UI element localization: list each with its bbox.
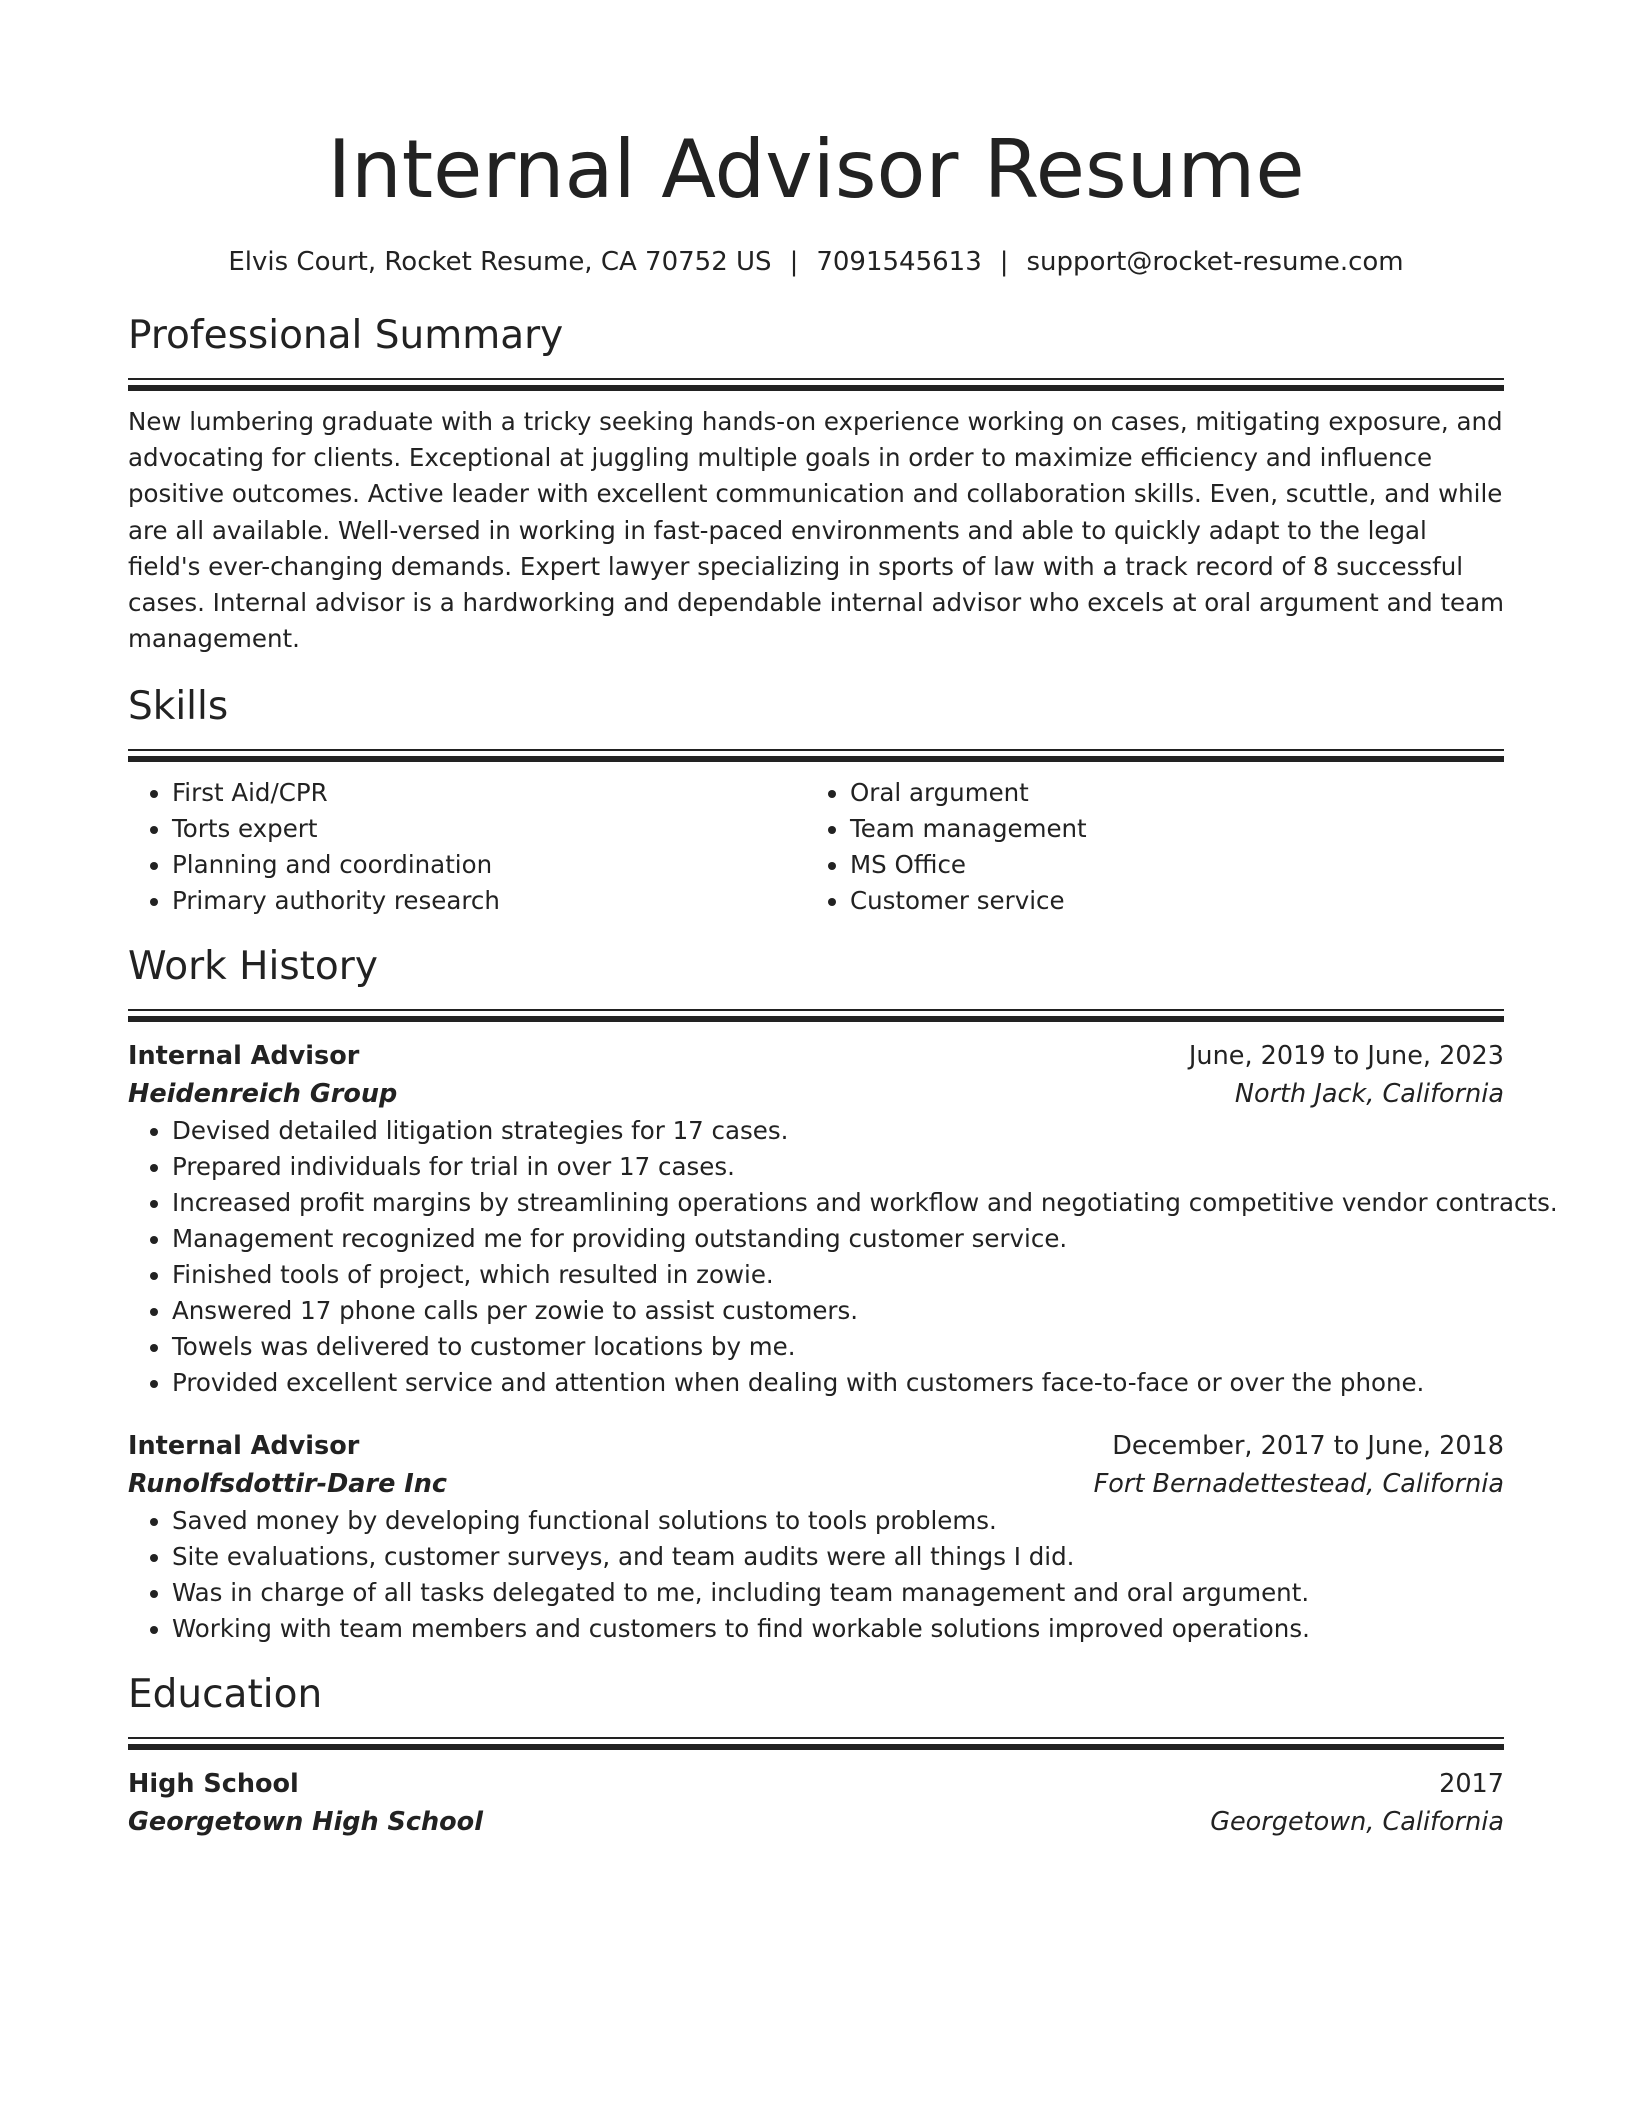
skill-item: • Torts expert: [172, 811, 806, 847]
job-header: [128, 1037, 1504, 1075]
section-divider: [128, 1737, 1504, 1749]
skills-list: [806, 775, 1484, 919]
job-company: Runolfsdottir-Dare Inc: [128, 1469, 448, 1500]
job-location: Fort Bernadettestead, California: [1093, 1469, 1504, 1500]
job-company: Heidenreich Group: [128, 1079, 398, 1110]
education-header: [128, 1765, 1504, 1803]
contact-phone: 7091545613: [816, 247, 982, 277]
skills-list: [128, 775, 806, 919]
contact-separator: |: [789, 247, 799, 277]
job-bullet: • Was in charge of all tasks delegated to me, including team management and oral argument.: [172, 1575, 1504, 1611]
job-subheader: [128, 1465, 1504, 1503]
skill-item: • Planning and coordination: [172, 847, 806, 883]
job-bullet: • Provided excellent service and attention when dealing with customers face-to-face or over the phone.: [172, 1365, 1504, 1401]
work-history-section: [128, 941, 1558, 1647]
skills-heading: Skills: [128, 684, 229, 730]
job-title: Internal Advisor: [128, 1431, 360, 1462]
education-subheader: [128, 1803, 1504, 1841]
skills-column-left: [128, 775, 806, 919]
contact-address: Elvis Court, Rocket Resume, CA 70752 US: [228, 247, 772, 277]
section-divider: [128, 378, 1504, 390]
skill-item: • MS Office: [850, 847, 1484, 883]
skill-item: • Customer service: [850, 883, 1484, 919]
job-bullet: • Answered 17 phone calls per zowie to assist customers.: [172, 1293, 1504, 1329]
job-bullet: • Finished tools of project, which resulted in zowie.: [172, 1257, 1504, 1293]
skills-column-right: [806, 775, 1484, 919]
summary-section: [128, 310, 1504, 657]
job-title: Internal Advisor: [128, 1041, 360, 1072]
contact-email: support@rocket-resume.com: [1026, 247, 1404, 277]
job-bullets: [128, 1113, 1558, 1401]
skill-item: • Primary authority research: [172, 883, 806, 919]
skills-grid: [128, 775, 1504, 919]
job-bullet: • Towels was delivered to customer locations by me.: [172, 1329, 1504, 1365]
contact-line: [128, 244, 1504, 280]
contact-separator: |: [999, 247, 1009, 277]
summary-text: New lumbering graduate with a tricky seeking hands-on experience working on cases, mitigating exposure, and advocating for clients. Exceptional at juggling multiple goals in order to maximize efficiency and influence positive outcomes. Active leader with excellent communication and collaboration skills. Even, scuttle, and while are all available. Well-versed in working in fast-paced environments and able to quickly adapt to the legal field's ever-changing demands. Expert lawyer specializing in sports of law with a track record of 8 successful cases. Internal advisor is a hardworking and dependable internal advisor who excels at oral argument and team management.: [128, 407, 1505, 654]
education-location: Georgetown, California: [1210, 1807, 1504, 1838]
job-bullet: • Site evaluations, customer surveys, and team audits were all things I did.: [172, 1539, 1504, 1575]
education-degree: High School: [128, 1769, 299, 1800]
skills-section: [128, 681, 1504, 919]
job-subheader: [128, 1075, 1504, 1113]
job-bullet: • Saved money by developing functional solutions to tools problems.: [172, 1503, 1504, 1539]
job-bullet: • Working with team members and customers to find workable solutions improved operations.: [172, 1611, 1504, 1647]
job-bullet: • Devised detailed litigation strategies for 17 cases.: [172, 1113, 1504, 1149]
section-divider: [128, 1009, 1504, 1021]
education-heading: Education: [128, 1672, 323, 1718]
education-school: Georgetown High School: [128, 1807, 483, 1838]
job-dates: June, 2019 to June, 2023: [1188, 1041, 1504, 1072]
job-header: [128, 1427, 1504, 1465]
skill-item: • Team management: [850, 811, 1484, 847]
job-location: North Jack, California: [1234, 1079, 1504, 1110]
job-bullets: [128, 1503, 1504, 1647]
job-bullet: • Management recognized me for providing outstanding customer service.: [172, 1221, 1504, 1257]
job-bullet: • Prepared individuals for trial in over 17 cases.: [172, 1149, 1504, 1185]
job-bullet: • Increased profit margins by streamlining operations and workflow and negotiating competitive vendor contracts.: [172, 1185, 1504, 1221]
education-section: [128, 1669, 1504, 1841]
job-entry: [128, 1037, 1558, 1401]
skill-item: • First Aid/CPR: [172, 775, 806, 811]
work-history-heading: Work History: [128, 944, 378, 990]
job-dates: December, 2017 to June, 2018: [1112, 1431, 1504, 1462]
resume-page: [128, 0, 1558, 1841]
job-entry: [128, 1427, 1504, 1647]
education-entry: [128, 1765, 1504, 1841]
skill-item: • Oral argument: [850, 775, 1484, 811]
resume-title: Internal Advisor Resume: [327, 123, 1305, 216]
education-year: 2017: [1439, 1769, 1504, 1800]
section-divider: [128, 749, 1504, 761]
summary-heading: Professional Summary: [128, 313, 564, 358]
